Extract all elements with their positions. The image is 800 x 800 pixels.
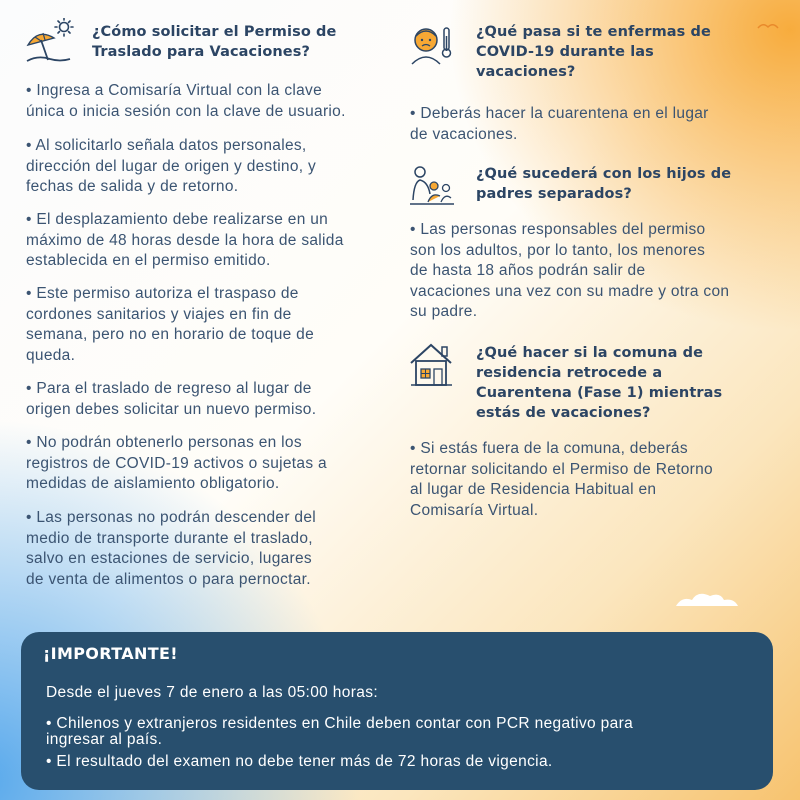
bullet-return-trip: • Para el traslado de regreso al lugar de origen debes solicitar un nuevo permiso. <box>26 380 317 418</box>
bullet-personal-data: • Al solicitarlo señala datos personales, dirección del lugar de origen y destino, y fechas de salida y de retorno. <box>26 137 317 195</box>
important-notice-box <box>21 632 773 790</box>
beach-umbrella-sun-icon <box>24 18 80 70</box>
separated-parents-answer: • Las personas responsables del permiso son los adultos, por lo tanto, los menores de hasta 18 años podrán salir de vacaciones una vez con su madre y otra con su padre. <box>410 221 730 320</box>
covid-sick-answer: • Deberás hacer la cuarentena en el lugar de vacaciones. <box>410 105 709 143</box>
permit-request-heading <box>24 18 336 70</box>
quarantine-phase-answer: • Si estás fuera de la comuna, deberás retornar solicitando el Permiso de Retorno al lugar de Residencia Habitual en Comisaría Virtual. <box>410 440 713 519</box>
bullet-covid-restriction: • No podrán obtenerlo personas en los registros de COVID-19 activos o sujetas a medidas de aislamiento obligatorio. <box>26 434 327 492</box>
important-intro: Desde el jueves 7 de enero a las 05:00 horas: <box>46 684 378 701</box>
quarantine-phase-heading <box>408 341 722 423</box>
important-bullet-pcr: • Chilenos y extranjeros residentes en Chile deben contar con PCR negativo para ingresar al país. <box>46 715 634 748</box>
heading-line: estás de vacaciones? <box>476 405 651 421</box>
heading-line: residencia retrocede a <box>476 365 663 381</box>
important-bullet-72h: • El resultado del examen no debe tener más de 72 horas de vigencia. <box>46 753 553 770</box>
heading-line: ¿Qué pasa si te enfermas de <box>476 24 711 40</box>
parent-and-children-icon <box>408 164 464 212</box>
separated-parents-heading <box>408 164 731 212</box>
heading-line: Cuarentena (Fase 1) mientras <box>476 385 723 401</box>
house-icon <box>408 341 464 393</box>
heading-line: Traslado para Vacaciones? <box>92 44 310 60</box>
bullet-no-descending: • Las personas no podrán descender del medio de transporte durante el traslado, salvo en estaciones de servicio, lugares de venta de alimentos o para pernoctar. <box>26 509 316 588</box>
heading-line: ¿Qué hacer si la comuna de <box>476 345 704 361</box>
heading-line: padres separados? <box>476 186 632 202</box>
heading-line: COVID-19 durante las <box>476 44 654 60</box>
bullet-login: • Ingresa a Comisaría Virtual con la clave única o inicia sesión con la clave de usuario. <box>26 82 346 120</box>
sick-person-thermometer-icon <box>408 22 464 74</box>
bird-decoration <box>756 20 782 32</box>
bullet-sanitary-cordons: • Este permiso autoriza el traspaso de cordones sanitarios y viajes en fin de semana, pero no en horario de toque de queda. <box>26 285 315 364</box>
cloud-decoration <box>672 588 742 608</box>
bullet-48-hours: • El desplazamiento debe realizarse en un máximo de 48 horas desde la hora de salida establecida en el permiso emitido. <box>26 211 344 269</box>
covid-sick-heading <box>408 22 711 82</box>
heading-line: ¿Cómo solicitar el Permiso de <box>92 24 337 40</box>
heading-line: vacaciones? <box>476 64 576 80</box>
important-title: ¡IMPORTANTE! <box>43 644 178 663</box>
heading-line: ¿Qué sucederá con los hijos de <box>476 166 732 182</box>
